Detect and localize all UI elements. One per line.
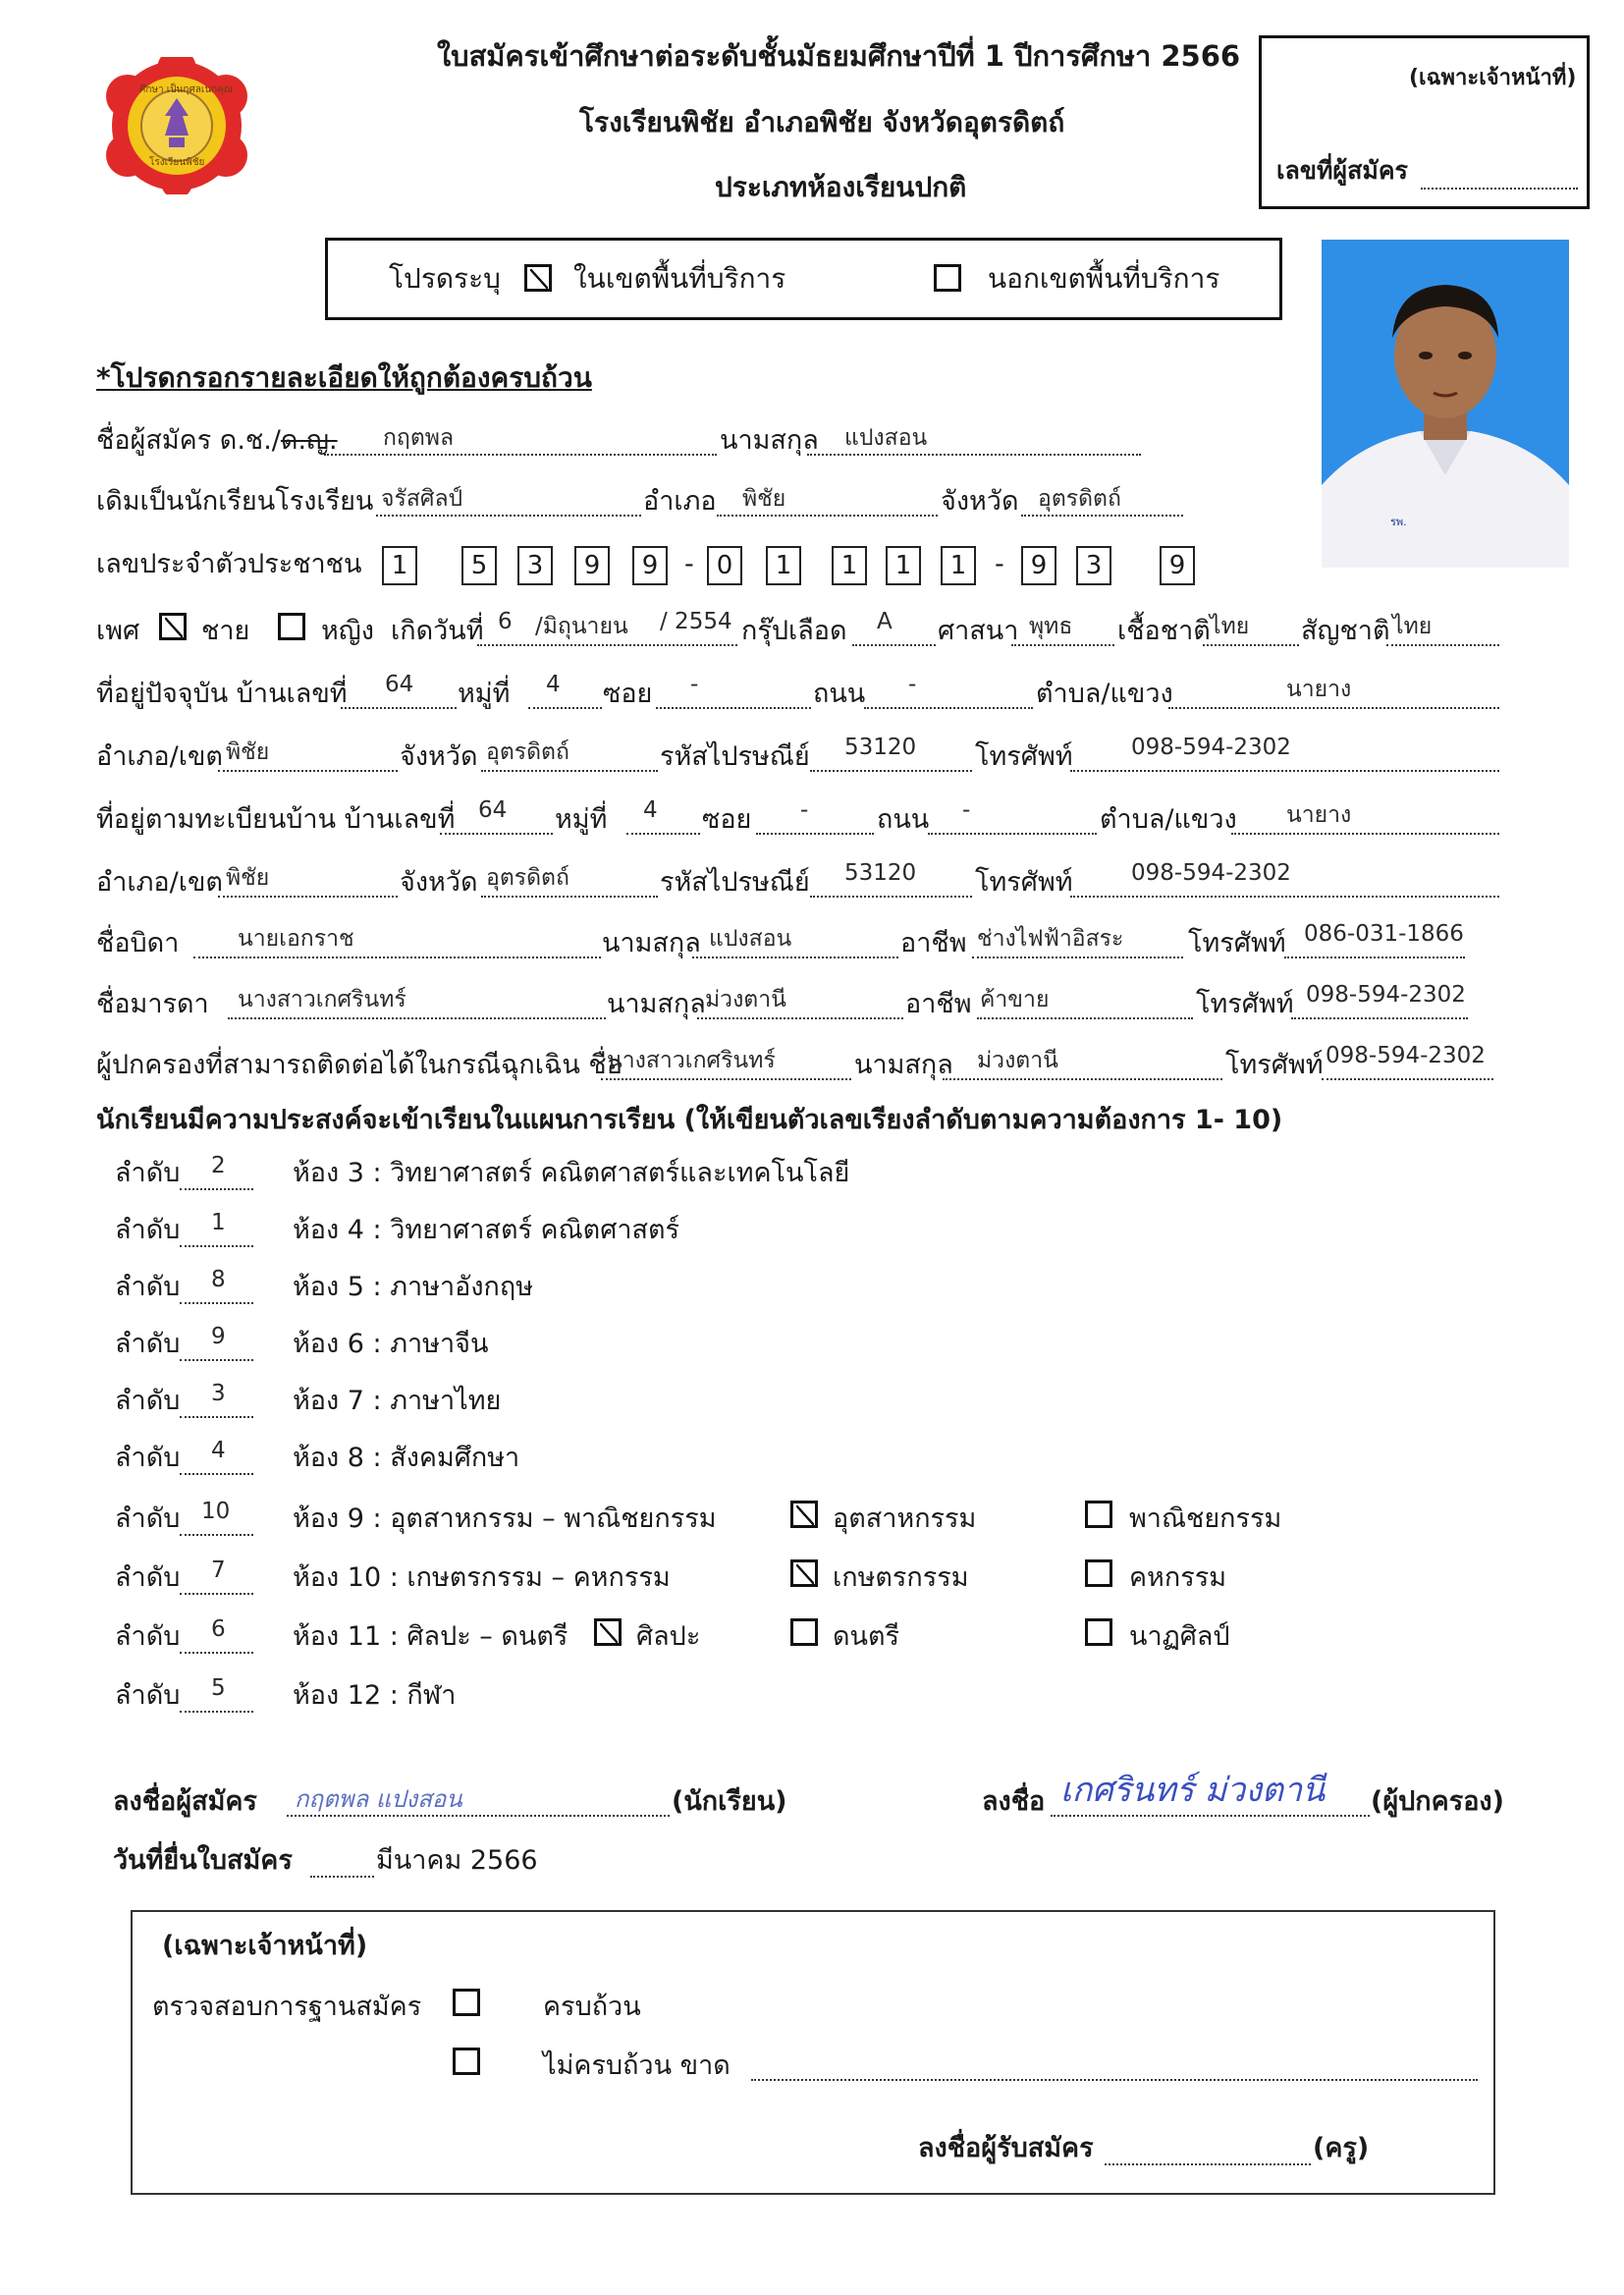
in-area-checkbox[interactable] <box>524 264 552 292</box>
religion-value[interactable]: พุทธ <box>1029 614 1073 639</box>
current-phone-value[interactable]: 098-594-2302 <box>1131 735 1291 760</box>
applicant-no-label: เลขที่ผู้สมัคร <box>1276 156 1408 185</box>
art-label: ศิลปะ <box>636 1621 701 1652</box>
plan-room: ห้อง 4 : วิทยาศาสตร์ คณิตศาสตร์ <box>293 1215 680 1245</box>
surname-label: นามสกุล <box>720 425 819 456</box>
current-district-label: อำเภอ/เขต <box>96 741 223 772</box>
father-name-value[interactable]: นายเอกราช <box>238 926 354 952</box>
in-area-label: ในเขตพื้นที่บริการ <box>573 262 786 295</box>
officer-box <box>1259 35 1590 209</box>
plan-rank-value[interactable]: 4 <box>211 1438 226 1463</box>
current-postal-label: รหัสไปรษณีย์ <box>660 741 810 772</box>
plan-order-label: ลำดับ <box>115 1272 181 1302</box>
photo-shirt-text: รพ. <box>1390 516 1407 528</box>
birth-month-value[interactable]: /มิถุนายน <box>535 614 628 639</box>
dance-label: นาฏศิลป์ <box>1129 1621 1230 1652</box>
id-digit: 5 <box>461 546 497 585</box>
current-province-value[interactable]: อุตรดิตถ์ <box>486 739 569 765</box>
mother-surname-label: นามสกุล <box>607 989 706 1019</box>
prev-district-value[interactable]: พิชัย <box>742 486 786 512</box>
prev-school-value[interactable]: จรัสศิลป์ <box>381 486 463 512</box>
plan-room: ห้อง 5 : ภาษาอังกฤษ <box>293 1272 534 1302</box>
female-label: หญิง <box>321 616 374 646</box>
school-name: โรงเรียนพิชัย อำเภอพิชัย จังหวัดอุตรดิตถ์ <box>579 106 1065 138</box>
complete-checkbox[interactable] <box>453 1989 480 2016</box>
applicant-signature-label: ลงชื่อผู้สมัคร <box>113 1786 257 1817</box>
industry-checkbox[interactable] <box>790 1501 818 1528</box>
logo-text-bottom: โรงเรียนพิชัย <box>149 157 205 168</box>
id-digit: 9 <box>632 546 668 585</box>
registered-province-label: จังหวัด <box>400 867 478 898</box>
plan-rank-value[interactable]: 2 <box>211 1153 226 1178</box>
religion-label: ศาสนา <box>938 616 1019 646</box>
id-digit: 1 <box>832 546 867 585</box>
registered-road-label: ถนน <box>877 804 930 835</box>
birth-day-value[interactable]: 6 <box>498 609 513 634</box>
officer-section <box>131 1910 1495 2195</box>
plan-room: ห้อง 10 : เกษตรกรรม – คหกรรม <box>293 1562 671 1593</box>
guardian-surname-value[interactable]: ม่วงตานี <box>977 1048 1058 1073</box>
plan-rank-value[interactable]: 3 <box>211 1381 226 1406</box>
incomplete-checkbox[interactable] <box>453 2048 480 2075</box>
plan-rank-value[interactable]: 10 <box>201 1499 231 1524</box>
id-digit: 3 <box>517 546 553 585</box>
complete-label: ครบถ้วน <box>543 1992 641 2022</box>
plan-order-label: ลำดับ <box>115 1503 181 1534</box>
guardian-label: ผู้ปกครองที่สามารถติดต่อได้ในกรณีฉุกเฉิน ชื่อ <box>96 1050 623 1080</box>
mother-phone-value[interactable]: 098-594-2302 <box>1306 982 1466 1008</box>
current-soi-value[interactable]: - <box>690 672 699 697</box>
father-job-label: อาชีพ <box>900 928 967 958</box>
current-phone-label: โทรศัพท์ <box>975 741 1073 772</box>
plan-order-label: ลำดับ <box>115 1386 181 1416</box>
applicant-signature[interactable]: กฤตพล แปงสอน <box>295 1785 462 1813</box>
blood-label: กรุ๊ปเลือด <box>741 616 847 646</box>
art-checkbox[interactable] <box>594 1618 622 1646</box>
check-docs-label: ตรวจสอบการฐานสมัคร <box>152 1992 422 2022</box>
current-soi-label: ซอย <box>603 679 653 709</box>
registered-district-value[interactable]: พิชัย <box>226 865 270 891</box>
name-prefix-struck: ด.ญ. <box>280 425 338 456</box>
plans-heading: นักเรียนมีความประสงค์จะเข้าเรียนในแผนการเรียน (ให้เขียนตัวเลขเรียงลำดับตามความต้องการ 1- 10) <box>96 1105 1283 1135</box>
plan-rank-value[interactable]: 5 <box>211 1675 226 1701</box>
blood-value[interactable]: A <box>877 609 893 634</box>
mother-job-label: อาชีพ <box>905 989 972 1019</box>
name-prefix-label: ชื่อผู้สมัคร ด.ช./ <box>96 425 281 456</box>
plan-room: ห้อง 3 : วิทยาศาสตร์ คณิตศาสตร์และเทคโนโลยี <box>293 1158 850 1188</box>
current-house-no-value[interactable]: 64 <box>385 672 414 697</box>
birth-label: เกิดวันที่ <box>391 616 484 646</box>
plan-rank-value[interactable]: 8 <box>211 1267 226 1292</box>
incomplete-label: ไม่ครบถ้วน ขาด <box>543 2050 731 2081</box>
industry-label: อุตสาหกรรม <box>833 1503 977 1534</box>
id-digit: 3 <box>1076 546 1111 585</box>
registered-house-no-value[interactable]: 64 <box>478 797 508 823</box>
prev-province-label: จังหวัด <box>941 486 1019 517</box>
logo-text-top: ศึกษา เป็นกุศลเนกคุณ <box>139 84 234 95</box>
plan-room: ห้อง 8 : สังคมศึกษา <box>293 1443 520 1473</box>
out-area-checkbox[interactable] <box>934 264 961 292</box>
agriculture-label: เกษตรกรรม <box>833 1562 969 1593</box>
registered-moo-label: หมู่ที่ <box>555 804 608 835</box>
home-economics-label: คหกรรม <box>1129 1562 1227 1593</box>
birth-year-value[interactable]: / 2554 <box>660 609 732 634</box>
registered-phone-value[interactable]: 098-594-2302 <box>1131 860 1291 886</box>
commerce-checkbox[interactable] <box>1085 1501 1112 1528</box>
nationality-value[interactable]: ไทย <box>1392 614 1433 639</box>
current-address-label: ที่อยู่ปัจจุบัน บ้านเลขที่ <box>96 679 348 709</box>
plan-room: ห้อง 9 : อุตสาหกรรม – พาณิชยกรรม <box>293 1503 717 1534</box>
applicant-photo <box>1322 240 1569 568</box>
id-digit: 0 <box>707 546 742 585</box>
nationality-label: สัญชาติ <box>1301 616 1390 646</box>
id-digit: 1 <box>382 546 417 585</box>
id-dash: - <box>995 549 1004 579</box>
officer-box-title: (เฉพาะเจ้าหน้าที่) <box>1409 66 1577 90</box>
commerce-label: พาณิชยกรรม <box>1129 1503 1282 1534</box>
mother-name-value[interactable]: นางสาวเกศรินทร์ <box>238 987 406 1012</box>
id-label: เลขประจำตัวประชาชน <box>96 549 362 579</box>
id-digit: 1 <box>941 546 976 585</box>
receiver-suffix: (ครู) <box>1313 2133 1370 2163</box>
guardian-phone-label: โทรศัพท์ <box>1225 1050 1324 1080</box>
registered-address-label: ที่อยู่ตามทะเบียนบ้าน บ้านเลขที่ <box>96 804 456 835</box>
plan-order-label: ลำดับ <box>115 1443 181 1473</box>
mother-label: ชื่อมารดา <box>96 989 209 1019</box>
date-label: วันที่ยื่นใบสมัคร <box>113 1845 293 1876</box>
father-surname-value[interactable]: แปงสอน <box>709 926 792 952</box>
plan-rank-value[interactable]: 7 <box>211 1557 226 1583</box>
father-job-value[interactable]: ช่างไฟฟ้าอิสระ <box>977 926 1124 952</box>
registered-moo-value[interactable]: 4 <box>643 797 658 823</box>
father-label: ชื่อบิดา <box>96 928 180 958</box>
plan-rank-value[interactable]: 9 <box>211 1324 226 1349</box>
plan-room: ห้อง 6 : ภาษาจีน <box>293 1329 489 1359</box>
guardian-signature-suffix: (ผู้ปกครอง) <box>1371 1786 1504 1817</box>
registered-province-value[interactable]: อุตรดิตถ์ <box>486 865 569 891</box>
current-moo-label: หมู่ที่ <box>458 679 511 709</box>
id-digit: 9 <box>1021 546 1056 585</box>
prev-district-label: อำเภอ <box>643 486 717 517</box>
plan-room: ห้อง 7 : ภาษาไทย <box>293 1386 502 1416</box>
missing-docs-field[interactable] <box>751 2049 1478 2081</box>
prev-province-value[interactable]: อุตรดิตถ์ <box>1038 486 1121 512</box>
guardian-surname-label: นามสกุล <box>854 1050 953 1080</box>
current-moo-value[interactable]: 4 <box>546 672 561 697</box>
school-logo <box>98 57 255 194</box>
race-label: เชื้อชาติ <box>1117 616 1211 646</box>
current-province-label: จังหวัด <box>400 741 478 772</box>
current-district-value[interactable]: พิชัย <box>226 739 270 765</box>
guardian-name-value[interactable]: นางสาวเกศรินทร์ <box>607 1048 776 1073</box>
receiver-signature-field[interactable] <box>1105 2134 1311 2165</box>
registered-district-label: อำเภอ/เขต <box>96 867 223 898</box>
plan-rank-value[interactable]: 1 <box>211 1210 226 1235</box>
registered-phone-label: โทรศัพท์ <box>975 867 1073 898</box>
registered-road-value[interactable]: - <box>962 797 971 823</box>
agriculture-checkbox[interactable] <box>790 1559 818 1587</box>
male-label: ชาย <box>201 616 250 646</box>
plan-order-label: ลำดับ <box>115 1680 181 1711</box>
id-digit: 9 <box>1160 546 1195 585</box>
out-area-label: นอกเขตพื้นที่บริการ <box>988 262 1220 295</box>
female-checkbox[interactable] <box>278 613 305 640</box>
current-subdistrict-label: ตำบล/แขวง <box>1036 679 1173 709</box>
registered-subdistrict-label: ตำบล/แขวง <box>1100 804 1237 835</box>
current-postal-value[interactable]: 53120 <box>844 735 917 760</box>
plan-order-label: ลำดับ <box>115 1215 181 1245</box>
instruction: *โปรดกรอกรายละเอียดให้ถูกต้องครบถ้วน <box>96 361 592 394</box>
music-label: ดนตรี <box>833 1621 900 1652</box>
plan-order-label: ลำดับ <box>115 1158 181 1188</box>
home-economics-checkbox[interactable] <box>1085 1559 1112 1587</box>
date-value[interactable]: มีนาคม 2566 <box>376 1845 538 1876</box>
area-label: โปรดระบุ <box>389 262 501 295</box>
surname-value[interactable]: แปงสอน <box>844 425 928 451</box>
id-digit: 1 <box>766 546 801 585</box>
plan-order-label: ลำดับ <box>115 1329 181 1359</box>
first-name-value[interactable]: กฤตพล <box>383 425 455 451</box>
race-value[interactable]: ไทย <box>1210 614 1250 639</box>
current-road-label: ถนน <box>813 679 866 709</box>
plan-order-label: ลำดับ <box>115 1621 181 1652</box>
father-phone-value[interactable]: 086-031-1866 <box>1304 921 1464 947</box>
dance-checkbox[interactable] <box>1085 1618 1112 1646</box>
officer-section-title: (เฉพาะเจ้าหน้าที่) <box>162 1931 368 1961</box>
plan-room: ห้อง 11 : ศิลปะ – ดนตรี <box>293 1621 568 1652</box>
mother-phone-label: โทรศัพท์ <box>1196 989 1294 1019</box>
receiver-label: ลงชื่อผู้รับสมัคร <box>918 2133 1094 2163</box>
class-type: ประเภทห้องเรียนปกติ <box>715 171 967 203</box>
applicant-signature-suffix: (นักเรียน) <box>672 1786 787 1817</box>
registered-postal-value[interactable]: 53120 <box>844 860 917 886</box>
music-checkbox[interactable] <box>790 1618 818 1646</box>
father-phone-label: โทรศัพท์ <box>1188 928 1286 958</box>
mother-job-value[interactable]: ค้าขาย <box>980 987 1050 1012</box>
guardian-signature-label: ลงชื่อ <box>982 1786 1046 1817</box>
applicant-no-field[interactable] <box>1421 158 1578 190</box>
id-digit: 1 <box>886 546 921 585</box>
mother-surname-value[interactable]: ม่วงตานี <box>705 987 786 1012</box>
plan-rank-value[interactable]: 6 <box>211 1616 226 1642</box>
plan-room: ห้อง 12 : กีฬา <box>293 1680 457 1711</box>
registered-subdistrict-value[interactable]: นายาง <box>1286 802 1352 828</box>
gender-label: เพศ <box>96 616 140 646</box>
prev-school-label: เดิมเป็นนักเรียนโรงเรียน <box>96 486 374 517</box>
area-selection-box <box>325 238 1282 320</box>
current-road-value[interactable]: - <box>908 672 917 697</box>
plan-order-label: ลำดับ <box>115 1562 181 1593</box>
form-title: ใบสมัครเข้าศึกษาต่อระดับชั้นมัธยมศึกษาปีที่ 1 ปีการศึกษา 2566 <box>437 39 1241 73</box>
name-label <box>96 424 338 458</box>
father-surname-label: นามสกุล <box>602 928 701 958</box>
guardian-phone-value[interactable]: 098-594-2302 <box>1326 1043 1486 1068</box>
current-subdistrict-value[interactable]: นายาง <box>1286 677 1352 702</box>
guardian-signature[interactable]: เกศรินทร์ ม่วงตานี <box>1060 1771 1326 1810</box>
registered-postal-label: รหัสไปรษณีย์ <box>660 867 810 898</box>
male-checkbox[interactable] <box>159 613 187 640</box>
registered-soi-label: ซอย <box>702 804 752 835</box>
registered-soi-value[interactable]: - <box>800 797 809 823</box>
id-digit: 9 <box>574 546 610 585</box>
id-dash: - <box>684 549 694 579</box>
